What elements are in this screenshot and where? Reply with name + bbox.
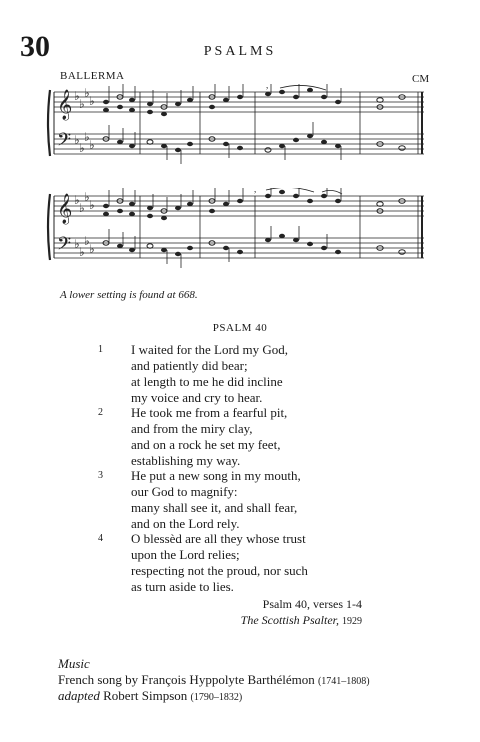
svg-text:♭: ♭ [89, 94, 95, 108]
verse-number: 1 [98, 344, 103, 355]
composer-credit [58, 672, 370, 688]
svg-text:♭: ♭ [84, 190, 90, 204]
adapter-years: (1790–1832) [190, 692, 243, 703]
composer-text: French song by François Hyppolyte Barthélémon [58, 672, 315, 687]
adapter-name: Robert Simpson [103, 688, 188, 703]
key-signature-icon [74, 190, 95, 259]
verse-line: and on the Lord rely. [131, 516, 240, 531]
slur [322, 190, 342, 194]
verse-line: at length to me he did incline [131, 374, 283, 389]
system-brace [48, 90, 50, 156]
svg-text:♭: ♭ [89, 138, 95, 152]
verse-line: as turn aside to lies. [131, 579, 234, 594]
slur [280, 85, 326, 90]
verse-line: and patiently did bear; [131, 358, 248, 373]
verse-line: I waited for the Lord my God, [131, 342, 289, 357]
psalm-heading: PSALM 40 [212, 322, 268, 334]
bass-staff [54, 238, 424, 258]
svg-text:♭: ♭ [84, 130, 90, 144]
verse-line: and from the miry clay, [131, 421, 253, 436]
slur [266, 188, 314, 192]
svg-text:♭: ♭ [84, 86, 90, 100]
svg-text:♭: ♭ [74, 89, 80, 103]
treble-clef-icon: 𝄞 [57, 90, 73, 120]
svg-text:♭: ♭ [79, 201, 85, 215]
svg-text:♭: ♭ [79, 245, 85, 259]
psalm-reference: Psalm 40, verses 1-4 [262, 597, 362, 611]
music-credit-label: Music [58, 656, 90, 671]
verse-number: 3 [98, 470, 103, 481]
verse-line: upon the Lord relies; [131, 547, 240, 562]
verse-number: 2 [98, 407, 103, 418]
bass-staff [54, 134, 424, 154]
treble-clef-icon: 𝄞 [57, 194, 73, 224]
note-stems [109, 84, 341, 164]
svg-text:♭: ♭ [84, 234, 90, 248]
verse-line: respecting not the proud, nor such [131, 563, 308, 578]
verse-line: many shall see it, and shall fear, [131, 500, 298, 515]
tune-name: BALLERMA [60, 70, 125, 82]
svg-text:♭: ♭ [79, 141, 85, 155]
svg-text:♭: ♭ [89, 242, 95, 256]
svg-text:♭: ♭ [74, 133, 80, 147]
psalter-source [241, 613, 362, 628]
svg-text:♭: ♭ [89, 198, 95, 212]
key-signature-icon [74, 86, 95, 155]
svg-text:♭: ♭ [74, 193, 80, 207]
svg-text:♭: ♭ [79, 97, 85, 111]
bass-clef-icon: 𝄢 [57, 234, 72, 259]
page-number: 30 [20, 30, 50, 63]
bass-clef-icon: 𝄢 [57, 130, 72, 155]
music-score-system-2 [40, 188, 440, 274]
music-score-system-1 [40, 84, 440, 170]
composer-years: (1741–1808) [317, 676, 370, 687]
svg-text:♭: ♭ [74, 237, 80, 251]
verse-line: establishing my way. [131, 453, 241, 468]
verse-line: our God to magnify: [131, 484, 238, 499]
running-head: PSALMS [203, 44, 277, 59]
meter: CM [412, 73, 430, 85]
verse-line: He took me from a fearful pit, [131, 405, 288, 420]
verse-line: O blessèd are all they whose trust [131, 531, 306, 546]
barlines [140, 196, 422, 258]
lower-setting-note: A lower setting is found at 668. [60, 289, 198, 301]
verse-number: 4 [98, 533, 103, 544]
adapter-credit [58, 688, 242, 704]
verse-line: my voice and cry to hear. [131, 390, 263, 405]
note-stems [109, 188, 341, 268]
system-brace [48, 194, 50, 260]
verse-line: and on a rock he set my feet, [131, 437, 281, 452]
adapted-label: adapted [58, 688, 100, 703]
verse-line: He put a new song in my mouth, [131, 468, 301, 483]
psalter-year: 1929 [342, 616, 362, 627]
breath-mark: , [254, 188, 257, 194]
psalter-title: The Scottish Psalter, [240, 613, 339, 627]
breath-mark: , [266, 84, 269, 90]
